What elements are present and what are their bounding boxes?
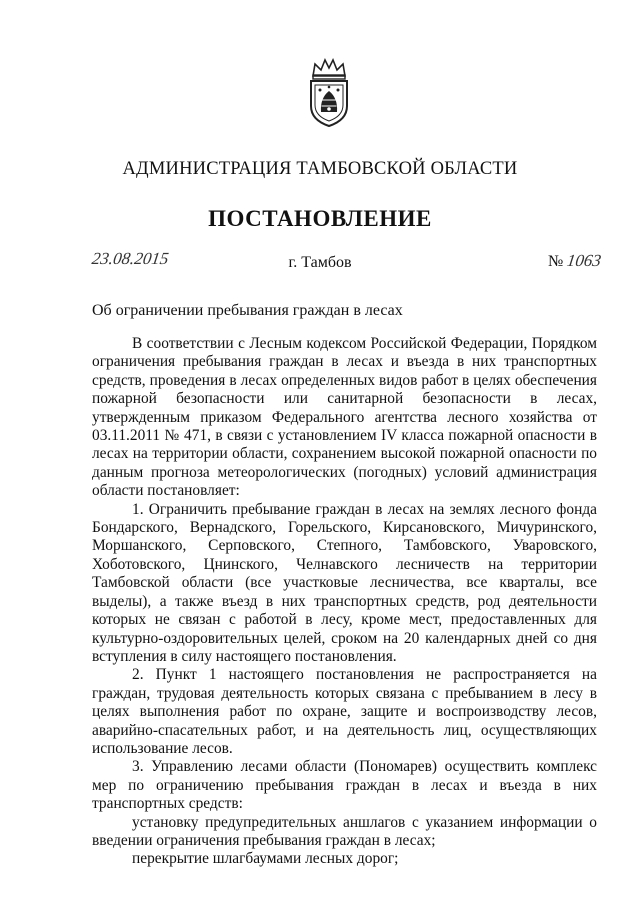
document-body xyxy=(92,335,597,869)
document-number xyxy=(548,251,601,271)
document-subject: Об ограничении пребывания граждан в лесах xyxy=(92,302,403,319)
body-paragraph: 2. Пункт 1 настоящего постановления не распространяется на граждан, трудовая деятельность которых связана с пребыванием в лесу в целях выполнения работ по охране, защите и воспроизводству лесов, аварийно-спасательных работ, и на деятельность лиц, осуществляющих использование лесов. xyxy=(92,666,597,757)
handwritten-date: 23.08.2015 xyxy=(90,249,170,268)
handwritten-number: 1063 xyxy=(566,251,603,270)
body-paragraph: установку предупредительных аншлагов с указанием информации о введении ограничения пребывания граждан в лесах; xyxy=(92,813,597,849)
body-paragraph: В соответствии с Лесным кодексом Российской Федерации, Порядком ограничения пребывания граждан в лесах и въезда в них транспортных средств, проведения в лесах определенных видов работ в целях обеспечения пожарной безопасности или санитарной безопасности в лесах, утвержденным приказом Федерального агентства лесного хозяйства от 03.11.2011 № 471, в связи с установлением IV класса пожарной опасности в лесах на территории области, сохранением высокой пожарной опасности по данным прогноза метеорологических (погодных) условий администрация области постановляет: xyxy=(92,335,597,500)
number-sign: № xyxy=(548,253,564,270)
body-paragraph: 1. Ограничить пребывание граждан в лесах на землях лесного фонда Бондарского, Вернадского, Горельского, Кирсановского, Мичуринского, Моршанского, Серповского, Степного, Тамбовского, Уваровского, Хоботовского, Цнинского, Челнавского лесничеств на территории Тамбовской области (все участковые лесничества, все кварталы, все выделы), а также въезд в них транспортных средств, род деятельности которых не связан с работой в лесу, кроме мест, предоставленных для культурно-оздоровительных целей, сроком на 20 календарных дней со дня вступления в силу настоящего постановления. xyxy=(92,500,597,665)
body-paragraph: перекрытие шлагбаумами лесных дорог; xyxy=(132,850,399,868)
organization-name: АДМИНИСТРАЦИЯ ТАМБОВСКОЙ ОБЛАСТИ xyxy=(122,159,518,179)
document-type-title: ПОСТАНОВЛЕНИЕ xyxy=(208,206,432,231)
city: г. Тамбов xyxy=(288,254,352,271)
tambov-coat-of-arms-icon xyxy=(305,56,353,128)
body-paragraph: 3. Управлению лесами области (Пономарев) осуществить комплекс мер по ограничению пребывания граждан в лесах и въезда в них транспортных средств: xyxy=(92,758,597,813)
